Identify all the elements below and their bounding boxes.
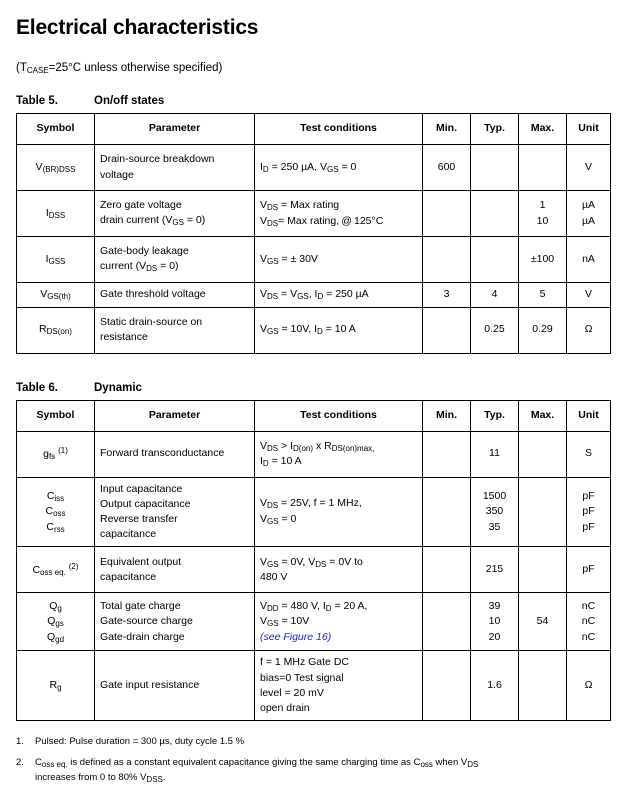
cell-typ: 11 xyxy=(471,431,519,477)
table-row xyxy=(17,191,611,237)
table-row xyxy=(17,237,611,283)
table5-name: On/off states xyxy=(94,95,165,107)
table-onoff-states xyxy=(16,113,611,354)
cell-max: 0.29 xyxy=(519,307,567,353)
condition-suffix: =25°C unless otherwise specified) xyxy=(48,62,223,74)
table5-header-test-conditions: Test conditions xyxy=(255,114,423,145)
cell-parameter: Gate threshold voltage xyxy=(95,283,255,308)
table6-name: Dynamic xyxy=(94,381,142,394)
cell-symbol: $I_{GSS}$ xyxy=(17,237,95,283)
cell-min: 3 xyxy=(423,283,471,308)
table6-header-symbol: Symbol xyxy=(17,400,95,431)
table6-header-unit: Unit xyxy=(567,400,611,431)
test-condition-note xyxy=(16,62,602,75)
cell-unit: V xyxy=(567,145,611,191)
cell-max: 54 xyxy=(519,593,567,651)
cell-min xyxy=(423,191,471,237)
condition-prefix: (T xyxy=(16,62,27,74)
cell-parameter: Equivalent output capacitance xyxy=(95,547,255,593)
table-row xyxy=(17,547,611,593)
cell-parameter: Zero gate voltage drain current $(V_{GS} = 0)$ xyxy=(95,191,255,237)
cell-symbol: $R_{DS(on)}$ xyxy=(17,307,95,353)
table6-header-row xyxy=(17,400,611,431)
cell-symbol: $R_g$ xyxy=(17,651,95,721)
cell-symbol: $C_{iss}$ $C_{oss}$ $C_{rss}$ xyxy=(17,477,95,547)
cell-conditions: $V_{DS}$ = Max rating $V_{DS}=$ Max rating, @ 125°C xyxy=(255,191,423,237)
cell-min xyxy=(423,431,471,477)
page-title: Electrical characteristics xyxy=(16,16,259,39)
cell-max xyxy=(519,145,567,191)
cell-parameter: Static drain-source on resistance xyxy=(95,307,255,353)
cell-parameter: Drain-source breakdown voltage xyxy=(95,145,255,191)
table-row xyxy=(17,145,611,191)
cell-unit: nA xyxy=(567,237,611,283)
cell-min xyxy=(423,651,471,721)
cell-min xyxy=(423,547,471,593)
table5-header-symbol: Symbol xyxy=(17,114,95,145)
cell-unit: S xyxy=(567,431,611,477)
cell-max xyxy=(519,651,567,721)
table6-caption xyxy=(16,382,602,394)
cell-parameter: Total gate charge Gate-source charge Gate-drain charge xyxy=(95,593,255,651)
table-row xyxy=(17,593,611,651)
cell-max xyxy=(519,547,567,593)
footnote-2 xyxy=(16,756,602,786)
cell-typ: 0.25 xyxy=(471,307,519,353)
cell-unit: V xyxy=(567,283,611,308)
cell-typ: 1500 350 35 xyxy=(471,477,519,547)
table6-number: Table 6. xyxy=(16,381,58,394)
cell-symbol: $g_{fs}$ $^{(1)}$ xyxy=(17,431,95,477)
footnote-1-text: Pulsed: Pulse duration = 300 µs, duty cycle 1.5 % xyxy=(35,736,245,748)
cell-unit: nC nC nC xyxy=(567,593,611,651)
cell-conditions: f = 1 MHz Gate DC bias=0 Test signal level = 20 mV open drain xyxy=(255,651,423,721)
table-row xyxy=(17,283,611,308)
table-dynamic xyxy=(16,400,611,722)
cell-conditions: $V_{GS} = 0V$, $V_{DS} = 0V$ to 480 V xyxy=(255,547,423,593)
cell-min: 600 xyxy=(423,145,471,191)
cell-unit: pF xyxy=(567,547,611,593)
table-row xyxy=(17,431,611,477)
table5-number: Table 5. xyxy=(16,95,58,107)
cell-conditions: $V_{DD} = 480$ V, $I_D = 20$ A, $V_{GS} = 10V$ (see Figure 16) xyxy=(255,593,423,651)
cell-conditions: $V_{GS} = 10V$, $I_D = 10$ A xyxy=(255,307,423,353)
cell-unit: µA µA xyxy=(567,191,611,237)
table-row xyxy=(17,477,611,547)
cell-parameter: Gate-body leakage current $(V_{DS} = 0)$ xyxy=(95,237,255,283)
table5-header-min: Min. xyxy=(423,114,471,145)
cell-unit: Ω xyxy=(567,307,611,353)
footnote-2-number: 2. xyxy=(16,756,24,768)
table5-header-parameter: Parameter xyxy=(95,114,255,145)
table6-header-min: Min. xyxy=(423,400,471,431)
table6-header-max: Max. xyxy=(519,400,567,431)
cell-typ xyxy=(471,237,519,283)
cell-max: ±100 xyxy=(519,237,567,283)
cell-max: 1 10 xyxy=(519,191,567,237)
cell-symbol: $I_{DSS}$ xyxy=(17,191,95,237)
figure-reference-link[interactable]: (see Figure 16) xyxy=(260,630,332,643)
condition-subscript: CASE xyxy=(26,66,49,75)
table-row xyxy=(17,307,611,353)
cell-symbol: $V_{GS(th)}$ xyxy=(17,283,95,308)
cell-conditions: $V_{DS} > I_{D(on)}$ x $R_{DS(on)max,}$ $I_D = 10$ A xyxy=(255,431,423,477)
cell-max xyxy=(519,477,567,547)
table6-header-typ: Typ. xyxy=(471,400,519,431)
table6-header-test-conditions: Test conditions xyxy=(255,400,423,431)
cell-min xyxy=(423,477,471,547)
table5-header-row xyxy=(17,114,611,145)
cell-max: 5 xyxy=(519,283,567,308)
cell-typ: 39 10 20 xyxy=(471,593,519,651)
cell-parameter: Gate input resistance xyxy=(95,651,255,721)
cell-typ xyxy=(471,145,519,191)
footnote-1 xyxy=(16,735,602,749)
table6-header-parameter: Parameter xyxy=(95,400,255,431)
table5-header-unit: Unit xyxy=(567,114,611,145)
cell-typ: 4 xyxy=(471,283,519,308)
cell-min xyxy=(423,237,471,283)
footnote-1-number: 1. xyxy=(16,736,24,748)
cell-typ: 1.6 xyxy=(471,651,519,721)
table5-header-typ: Typ. xyxy=(471,114,519,145)
cell-conditions: $I_D = 250$ µA, $V_{GS} = 0$ xyxy=(255,145,423,191)
cell-symbol: $C_{oss eq.}$ $^{(2)}$ xyxy=(17,547,95,593)
cell-max xyxy=(519,431,567,477)
cell-parameter: Input capacitance Output capacitance Reverse transfer capacitance xyxy=(95,477,255,547)
cell-typ xyxy=(471,191,519,237)
footnote-2-text: $C_{oss eq.}$ is defined as a constant equivalent capacitance giving the same charging time as $C_{oss}$ when $V_{DS}$ increases from 0 to 80% $V_{DSS}$. xyxy=(35,756,479,784)
cell-symbol: $V_{(BR)DSS}$ xyxy=(17,145,95,191)
cell-unit: Ω xyxy=(567,651,611,721)
cell-unit: pF pF pF xyxy=(567,477,611,547)
table5-caption xyxy=(16,95,602,107)
cell-conditions: $V_{GS}$ = ± 30V xyxy=(255,237,423,283)
table5-header-max: Max. xyxy=(519,114,567,145)
cell-conditions: $V_{DS} = 25V$, f = 1 MHz, $V_{GS} = 0$ xyxy=(255,477,423,547)
table-row xyxy=(17,651,611,721)
cell-typ: 215 xyxy=(471,547,519,593)
cell-min xyxy=(423,307,471,353)
cell-symbol: $Q_g$ $Q_{gs}$ $Q_{gd}$ xyxy=(17,593,95,651)
cell-min xyxy=(423,593,471,651)
cell-conditions: $V_{DS} = V_{GS}$, $I_D = 250$ µA xyxy=(255,283,423,308)
footnotes xyxy=(16,735,602,785)
cell-parameter: Forward transconductance xyxy=(95,431,255,477)
